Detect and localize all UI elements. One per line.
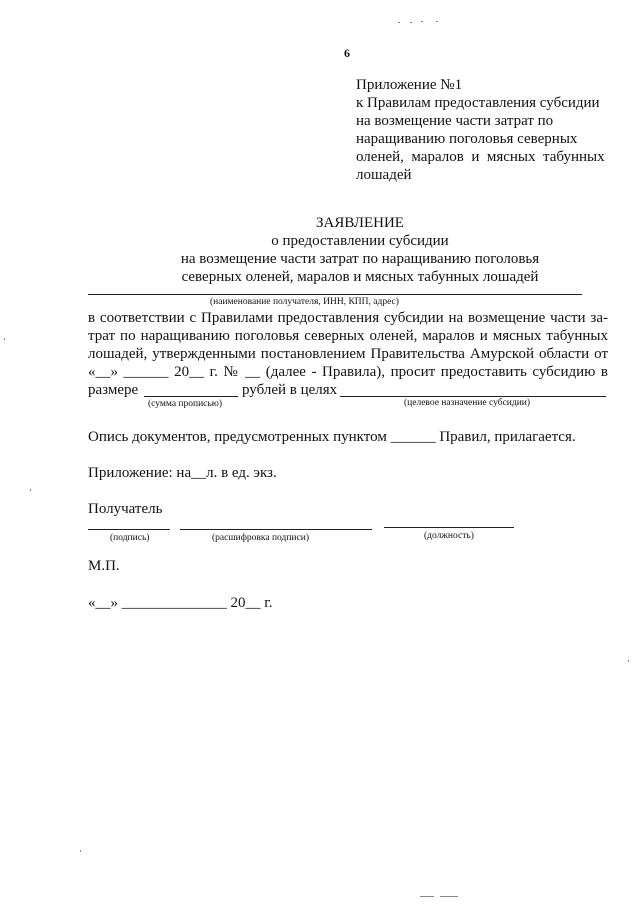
body-line: лошадей, утвержденными постановлением Правительства Амурской области от	[88, 346, 608, 362]
page-number: 6	[344, 46, 350, 60]
purpose-caption: (целевое назначение субсидии)	[404, 398, 531, 408]
position-caption: (должность)	[424, 531, 474, 541]
decoding-caption: (расшифровка подписи)	[212, 533, 309, 543]
body-line: «__» ______ 20__ г. № __ (далее - Правила), просит предоставить субсидию в	[88, 364, 608, 380]
signature-fill-line	[88, 529, 170, 530]
recipient-label: Получатель	[88, 501, 163, 517]
scan-speck	[30, 489, 31, 491]
inventory-text: Опись документов, предусмотренных пунктом ______ Правил, прилагается.	[88, 429, 576, 445]
decoding-fill-line	[180, 529, 372, 530]
scan-speck	[421, 21, 423, 22]
recipient-caption: (наименование получателя, ИНН, КПП, адрес)	[210, 297, 399, 307]
scan-speck	[398, 22, 400, 23]
scan-speck	[436, 21, 438, 22]
scan-speck	[420, 896, 434, 897]
scan-speck	[628, 660, 629, 662]
sum-fill-line	[144, 396, 238, 397]
appendix-line: лошадей	[356, 167, 412, 183]
recipient-fill-line	[88, 294, 582, 295]
scan-speck	[4, 338, 5, 340]
appendix-line: к Правилам предоставления субсидии	[356, 95, 600, 111]
heading-line: о предоставлении субсидии	[271, 233, 449, 249]
scan-speck	[410, 22, 412, 23]
heading-line: северных оленей, маралов и мясных табунных лошадей	[181, 269, 539, 285]
body-line: в соответствии с Правилами предоставления субсидии на возмещение части за-	[88, 310, 608, 326]
scan-speck	[80, 850, 81, 852]
date-line: «__» ______________ 20__ г.	[88, 595, 273, 611]
sum-caption: (сумма прописью)	[148, 399, 222, 409]
body-size-label: размере	[88, 382, 139, 398]
appendix-line: наращиванию поголовья северных	[356, 131, 578, 147]
appendix-line: на возмещение части затрат по	[356, 113, 554, 129]
position-fill-line	[384, 527, 514, 528]
document-title: ЗАЯВЛЕНИЕ	[316, 215, 404, 231]
heading-line: на возмещение части затрат по наращиванию поголовья	[180, 251, 540, 267]
purpose-fill-line	[340, 396, 606, 397]
signature-caption: (подпись)	[110, 533, 150, 543]
appendix-line: оленей, маралов и мясных табунных	[356, 149, 605, 165]
body-line: трат по наращиванию поголовья северных оленей, маралов и мясных табунных	[88, 328, 608, 344]
attachment-text: Приложение: на__л. в ед. экз.	[88, 465, 277, 481]
scan-speck	[440, 896, 458, 897]
body-purpose-label: рублей в целях	[242, 382, 338, 398]
seal-label: М.П.	[88, 558, 120, 574]
appendix-title: Приложение №1	[356, 77, 463, 93]
